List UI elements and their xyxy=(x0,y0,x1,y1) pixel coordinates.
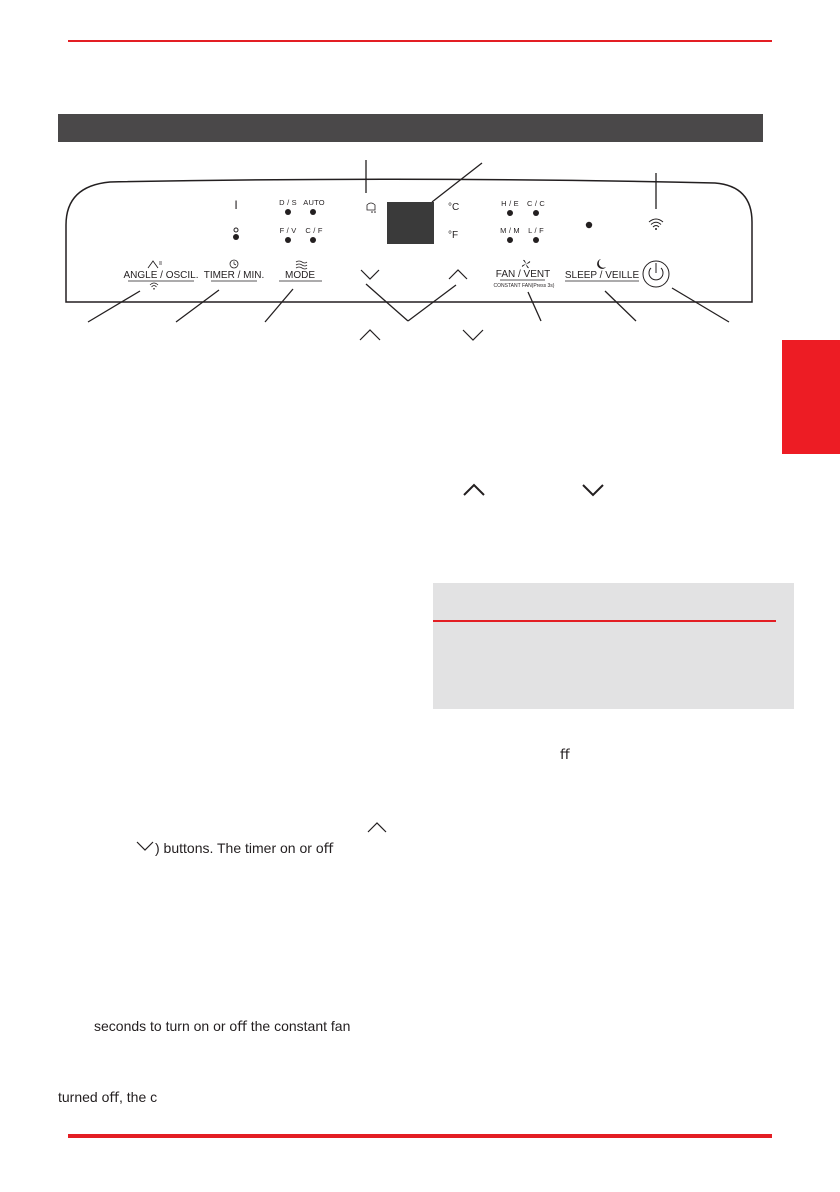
angle-oscil-button[interactable]: ANGLE / OSCIL. xyxy=(123,270,199,281)
auto-label: AUTO xyxy=(303,198,325,207)
up-chevron-icon xyxy=(464,485,484,495)
indicator-dot xyxy=(233,234,239,240)
clock-icon xyxy=(230,260,238,268)
control-panel-diagram xyxy=(0,0,840,360)
down-chevron-icon xyxy=(583,485,603,495)
footer-rule xyxy=(68,1134,772,1138)
power-on-symbol: I xyxy=(234,198,238,212)
cc-label: C / C xyxy=(526,199,546,208)
mode-button[interactable]: MODE xyxy=(285,270,315,281)
down-chevron-icon xyxy=(463,330,483,340)
wifi-small-icon xyxy=(150,283,158,290)
constant-fan-note: CONSTANT FAN(Press 3s) xyxy=(493,283,555,289)
mm-label: M / M xyxy=(500,226,520,235)
temperature-display xyxy=(387,202,434,244)
callout-line xyxy=(176,290,219,322)
indicator-dot xyxy=(285,237,291,243)
ff-fragment: ﬀ xyxy=(560,746,570,762)
callout-line xyxy=(88,291,140,322)
fahrenheit-label: °F xyxy=(448,230,459,241)
timer-button[interactable]: TIMER / MIN. xyxy=(203,270,265,281)
callout-line xyxy=(528,292,541,321)
mode-icon xyxy=(296,261,307,269)
callout-line xyxy=(432,163,482,202)
fv-label: F / V xyxy=(279,226,297,235)
indicator-dot xyxy=(310,209,316,215)
wifi-icon xyxy=(649,219,663,230)
water-tank-icon xyxy=(367,203,376,213)
seconds-text-fragment: seconds to turn on or oﬀ the constant fan xyxy=(94,1018,351,1034)
lf-label: L / F xyxy=(528,226,544,235)
callout-line xyxy=(265,289,293,322)
callout-line xyxy=(605,291,636,321)
indicator-dot xyxy=(533,210,539,216)
down-chevron-icon xyxy=(137,842,153,850)
indicator-dot xyxy=(586,222,592,228)
sleep-button[interactable]: SLEEP / VEILLE xyxy=(564,270,640,281)
off-indicator-ring xyxy=(234,228,238,232)
up-chevron-icon xyxy=(368,823,386,832)
up-chevron-icon xyxy=(449,270,467,279)
celsius-label: °C xyxy=(448,202,460,213)
ds-label: D / S xyxy=(279,198,297,207)
he-label: H / E xyxy=(501,199,519,208)
callout-line xyxy=(408,285,456,321)
indicator-dot xyxy=(507,210,513,216)
callout-line xyxy=(672,288,729,322)
cf-label: C / F xyxy=(305,226,323,235)
moon-icon xyxy=(597,259,606,269)
indicator-dot xyxy=(310,237,316,243)
fan-icon xyxy=(522,260,530,268)
timer-text-fragment: ) buttons. The timer on or oﬀ xyxy=(155,840,334,856)
indicator-dot xyxy=(533,237,539,243)
fan-vent-button[interactable]: FAN / VENT xyxy=(495,269,551,280)
note-box xyxy=(433,583,794,709)
indicator-dot xyxy=(285,209,291,215)
indicator-dot xyxy=(507,237,513,243)
note-box-rule xyxy=(433,620,776,622)
angle-icon xyxy=(148,261,162,268)
down-chevron-icon xyxy=(361,270,379,279)
turned-text-fragment: turned oﬀ, the c xyxy=(58,1089,158,1105)
up-chevron-icon xyxy=(360,330,380,340)
